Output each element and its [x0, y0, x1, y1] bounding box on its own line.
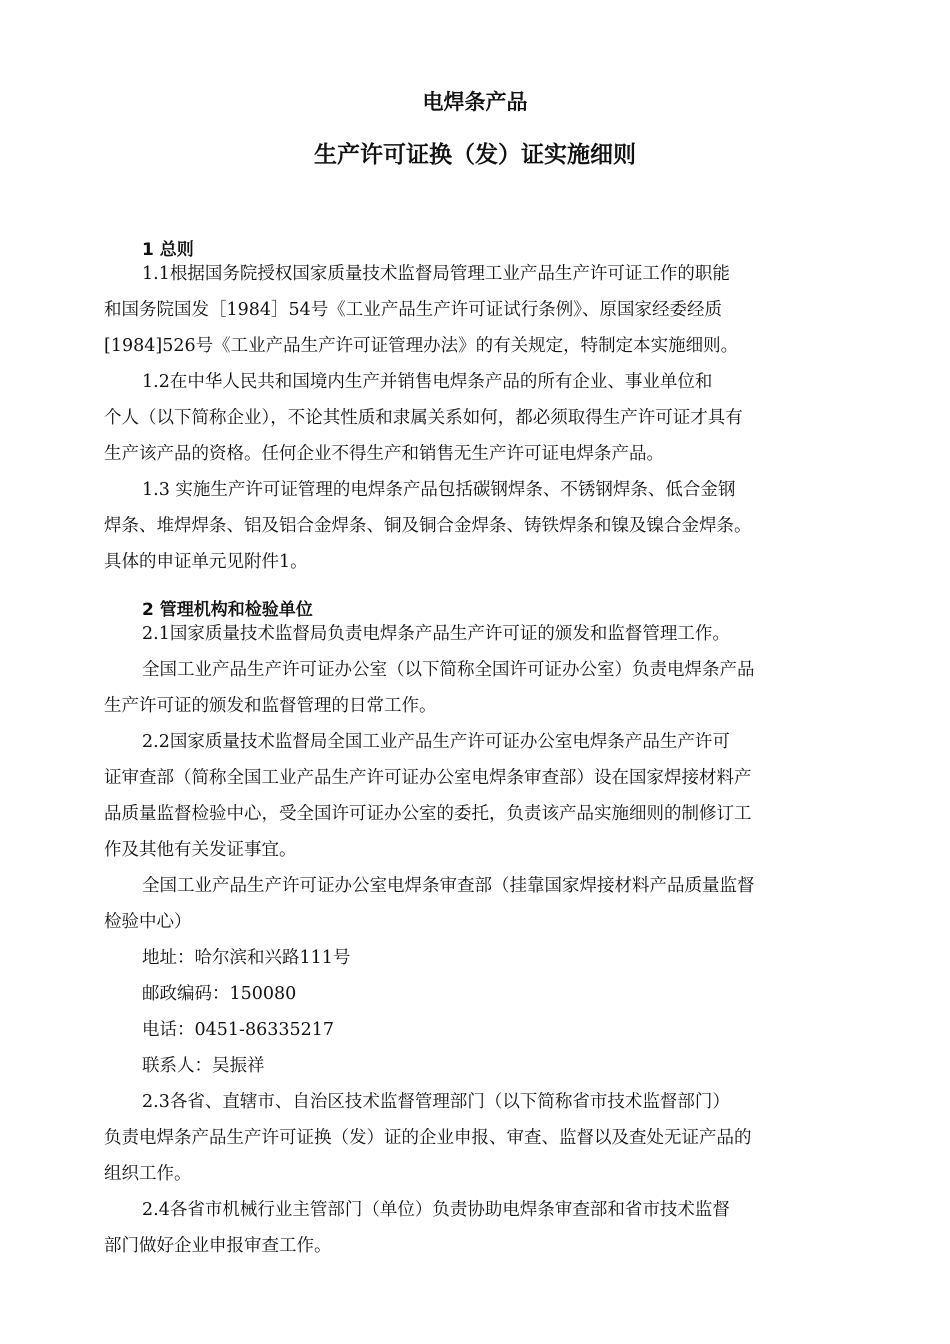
paragraph-line: 全国工业产品生产许可证办公室电焊条审查部（挂靠国家焊接材料产品质量监督 [142, 876, 755, 896]
paragraph-line: 组织工作。 [104, 1164, 192, 1184]
document-title: 电焊条产品 [422, 90, 528, 114]
paragraph-line: 具体的申证单元见附件1。 [104, 552, 308, 572]
paragraph-line: 负责电焊条产品生产许可证换（发）证的企业申报、审查、监督以及查处无证产品的 [104, 1128, 752, 1148]
paragraph-line: 生产许可证的颁发和监督管理的日常工作。 [104, 696, 437, 716]
paragraph-line: 品质量监督检验中心，受全国许可证办公室的委托，负责该产品实施细则的制修订工 [104, 804, 752, 824]
paragraph-line: 全国工业产品生产许可证办公室（以下简称全国许可证办公室）负责电焊条产品 [142, 660, 755, 680]
paragraph-line: 2.2国家质量技术监督局全国工业产品生产许可证办公室电焊条产品生产许可 [142, 732, 730, 752]
paragraph-line: 生产该产品的资格。任何企业不得生产和销售无生产许可证电焊条产品。 [104, 444, 664, 464]
paragraph-line: 2.1国家质量技术监督局负责电焊条产品生产许可证的颁发和监督管理工作。 [142, 624, 730, 644]
document-subtitle: 生产许可证换（发）证实施细则 [314, 142, 636, 168]
contact-address: 地址：哈尔滨和兴路111号 [142, 948, 351, 968]
paragraph-line: 证审查部（简称全国工业产品生产许可证办公室电焊条审查部）设在国家焊接材料产 [104, 768, 752, 788]
paragraph-line: 1.3 实施生产许可证管理的电焊条产品包括碳钢焊条、不锈钢焊条、低合金钢 [142, 480, 736, 500]
paragraph-line: 焊条、堆焊焊条、铝及铝合金焊条、铜及铜合金焊条、铸铁焊条和镍及镍合金焊条。 [104, 516, 752, 536]
contact-phone: 电话：0451-86335217 [142, 1020, 335, 1040]
paragraph-line: 2.4各省市机械行业主管部门（单位）负责协助电焊条审查部和省市技术监督 [142, 1200, 730, 1220]
paragraph-line: 1.2在中华人民共和国境内生产并销售电焊条产品的所有企业、事业单位和 [142, 372, 713, 392]
section-heading: 1 总则 [142, 240, 194, 260]
paragraph-line: 部门做好企业申报审查工作。 [104, 1236, 332, 1256]
paragraph-line: 和国务院国发［1984］54号《工业产品生产许可证试行条例》、原国家经委经质 [104, 300, 723, 320]
section-heading: 2 管理机构和检验单位 [142, 600, 313, 620]
paragraph-line: [1984]526号《工业产品生产许可证管理办法》的有关规定，特制定本实施细则。 [104, 336, 739, 356]
paragraph-line: 检验中心） [104, 912, 192, 932]
paragraph-line: 个人（以下简称企业），不论其性质和隶属关系如何，都必须取得生产许可证才具有 [104, 408, 743, 428]
contact-person: 联系人：吴振祥 [142, 1056, 265, 1076]
paragraph-line: 1.1根据国务院授权国家质量技术监督局管理工业产品生产许可证工作的职能 [142, 264, 730, 284]
paragraph-line: 2.3各省、直辖市、自治区技术监督管理部门（以下简称省市技术监督部门） [142, 1092, 730, 1112]
contact-postcode: 邮政编码：150080 [142, 984, 297, 1004]
paragraph-line: 作及其他有关发证事宜。 [104, 840, 297, 860]
